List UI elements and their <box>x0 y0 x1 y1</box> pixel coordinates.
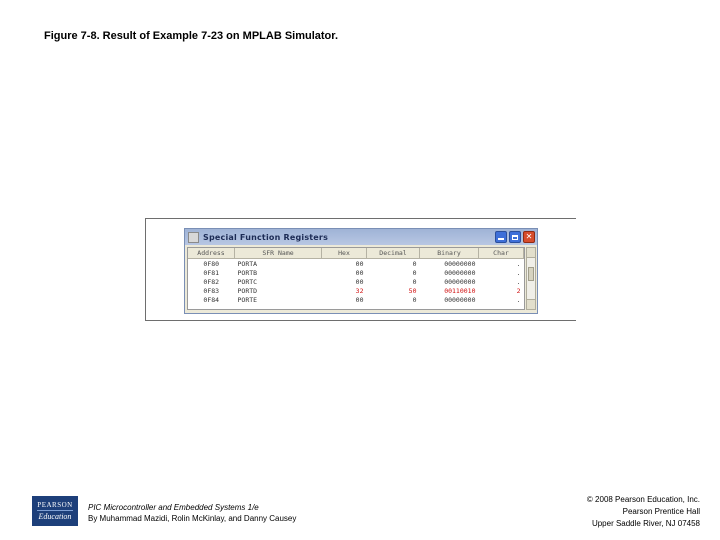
copyright-line-1: © 2008 Pearson Education, Inc. <box>586 495 700 504</box>
cell-char[interactable]: . <box>516 277 521 286</box>
sfr-table <box>188 248 524 304</box>
scroll-thumb[interactable] <box>528 267 534 281</box>
cell-address: 0F84 <box>203 295 220 304</box>
table-row[interactable] <box>188 286 524 295</box>
cell-sfr-name: PORTE <box>237 295 258 304</box>
table-row[interactable] <box>188 268 524 277</box>
logo-text-education: Education <box>38 512 72 521</box>
vertical-scrollbar[interactable] <box>526 247 536 310</box>
copyright-block <box>587 494 700 530</box>
column-header-hex[interactable]: Hex <box>322 248 367 259</box>
cell-sfr-name: PORTA <box>237 259 258 268</box>
book-credit <box>88 502 296 524</box>
table-header-row <box>188 248 524 259</box>
sfr-table-container <box>187 247 525 310</box>
copyright-line-2: Pearson Prentice Hall <box>622 507 700 516</box>
column-header-decimal[interactable]: Decimal <box>367 248 420 259</box>
book-title: PIC Microcontroller and Embedded Systems 1/e <box>88 503 259 512</box>
cell-decimal[interactable]: 50 <box>408 286 417 295</box>
cell-address: 0F81 <box>203 268 220 277</box>
close-icon[interactable]: ✕ <box>523 231 535 243</box>
cell-sfr-name: PORTC <box>237 277 258 286</box>
cell-char[interactable]: . <box>516 268 521 277</box>
table-row[interactable] <box>188 259 524 269</box>
cell-char[interactable]: . <box>516 295 521 304</box>
cell-decimal[interactable]: 0 <box>412 268 417 277</box>
figure-title: Figure 7-8. Result of Example 7-23 on MPLAB Simulator. <box>44 30 339 42</box>
cell-binary[interactable]: 00000000 <box>444 268 476 277</box>
table-row[interactable] <box>188 295 524 304</box>
window-app-icon <box>188 232 199 243</box>
sfr-window <box>184 228 538 314</box>
cell-hex[interactable]: 32 <box>355 286 364 295</box>
cell-binary[interactable]: 00110010 <box>444 286 476 295</box>
table-row[interactable] <box>188 277 524 286</box>
pearson-logo <box>32 496 78 526</box>
column-header-binary[interactable]: Binary <box>420 248 479 259</box>
cell-address: 0F82 <box>203 277 220 286</box>
cell-sfr-name: PORTD <box>237 286 258 295</box>
screenshot-frame <box>145 218 576 321</box>
cell-hex[interactable]: 00 <box>355 268 364 277</box>
cell-hex[interactable]: 00 <box>355 259 364 268</box>
column-header-sfr-name[interactable]: SFR Name <box>235 248 322 259</box>
book-authors: By Muhammad Mazidi, Rolin McKinlay, and Danny Causey <box>88 514 297 523</box>
cell-char[interactable]: . <box>516 259 521 268</box>
scroll-up-icon[interactable] <box>527 248 535 258</box>
scroll-down-icon[interactable] <box>527 299 535 309</box>
window-title: Special Function Registers <box>203 232 329 242</box>
cell-hex[interactable]: 00 <box>355 277 364 286</box>
cell-char[interactable]: 2 <box>516 286 521 295</box>
cell-binary[interactable]: 00000000 <box>444 277 476 286</box>
cell-binary[interactable]: 00000000 <box>444 295 476 304</box>
logo-text-pearson: PEARSON <box>37 501 73 509</box>
column-header-char[interactable]: Char <box>479 248 524 259</box>
cell-decimal[interactable]: 0 <box>412 277 417 286</box>
cell-hex[interactable]: 00 <box>355 295 364 304</box>
window-titlebar[interactable] <box>185 229 537 245</box>
cell-decimal[interactable]: 0 <box>412 295 417 304</box>
cell-address: 0F83 <box>203 286 220 295</box>
cell-address: 0F80 <box>203 259 220 268</box>
cell-sfr-name: PORTB <box>237 268 258 277</box>
maximize-icon[interactable] <box>509 231 521 243</box>
minimize-icon[interactable] <box>495 231 507 243</box>
cell-decimal[interactable]: 0 <box>412 259 417 268</box>
copyright-line-3: Upper Saddle River, NJ 07458 <box>591 519 700 528</box>
column-header-address[interactable]: Address <box>188 248 235 259</box>
cell-binary[interactable]: 00000000 <box>444 259 476 268</box>
